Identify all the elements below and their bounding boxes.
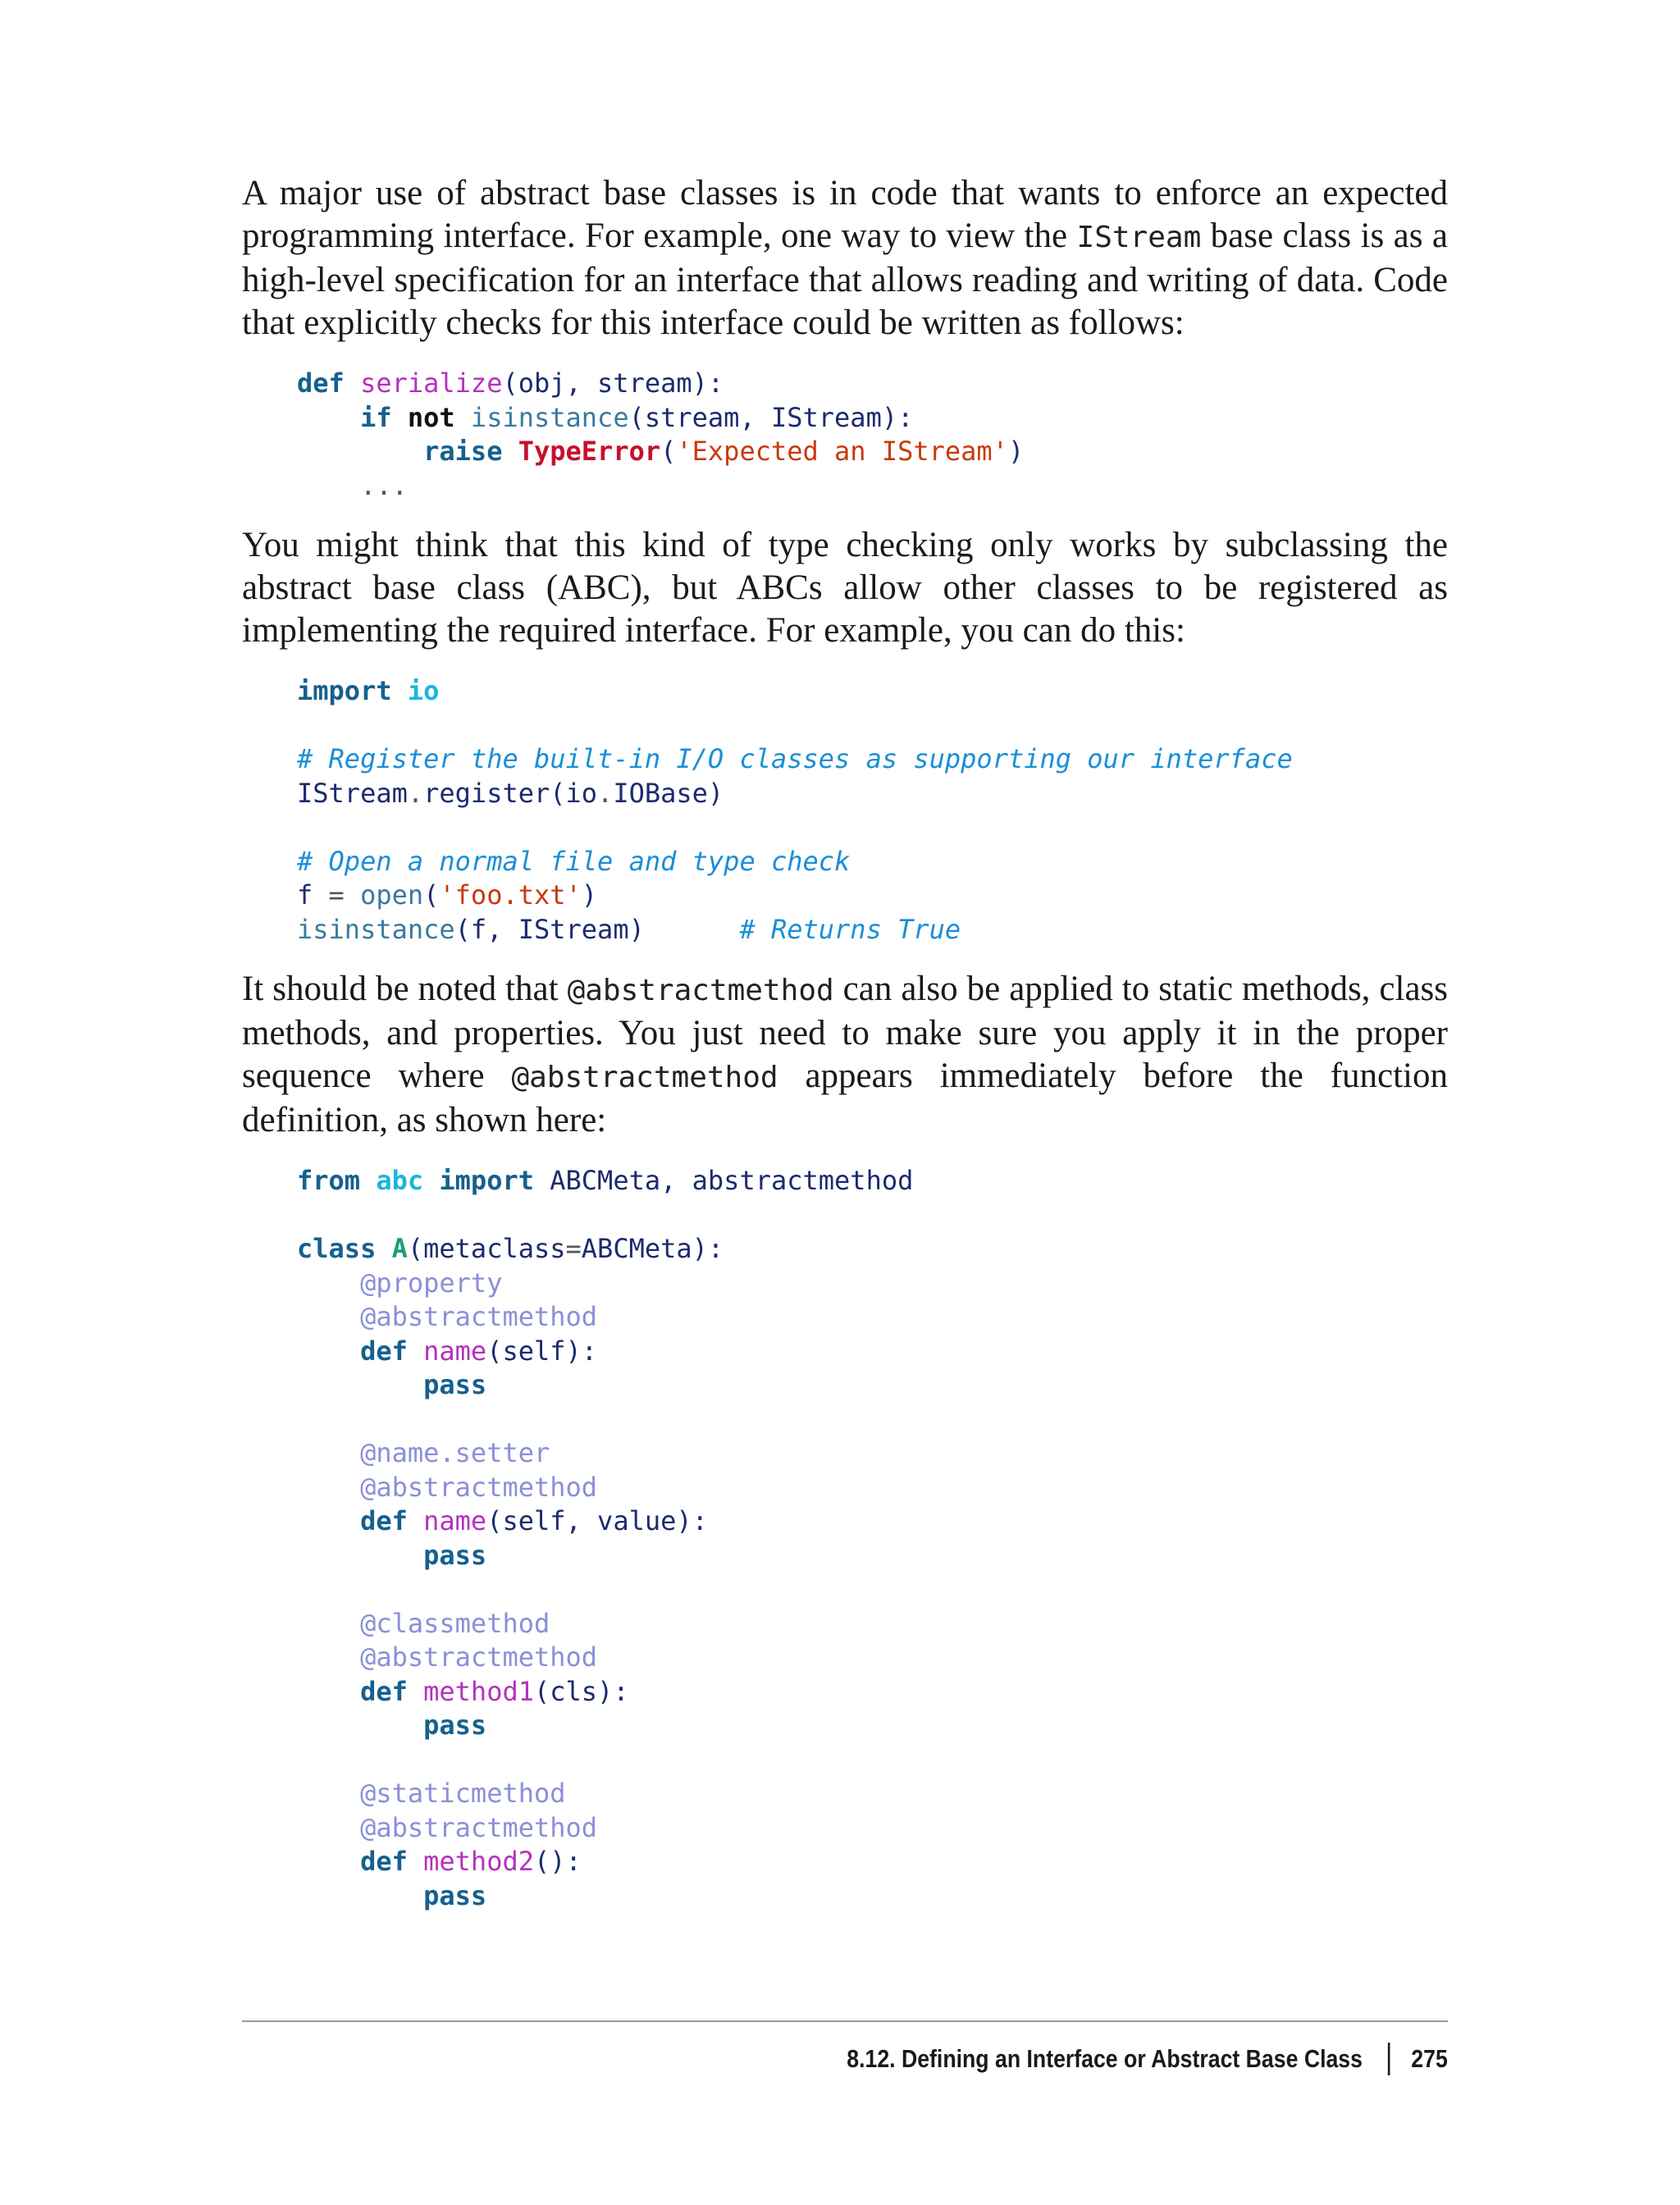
code-line: def method1(cls): <box>360 1675 629 1707</box>
page-content <box>242 172 1448 1913</box>
code-line: def name(self): <box>360 1335 598 1367</box>
code-decorator: @abstractmethod <box>360 1811 598 1843</box>
code-block-abc-class <box>242 1164 1448 1913</box>
code-decorator: @abstractmethod <box>360 1641 598 1673</box>
code-comment: # Register the built-in I/O classes as supporting our interface <box>297 743 1293 774</box>
code-line: isinstance(f, IStream) # Returns True <box>297 913 961 945</box>
footer-section-title: 8.12. Defining an Interface or Abstract Base Class <box>847 2044 1363 2073</box>
code-decorator: @classmethod <box>360 1607 550 1639</box>
footer-separator <box>1388 2043 1390 2075</box>
code-block-register <box>242 674 1448 947</box>
code-line: IStream.register(io.IOBase) <box>297 777 724 809</box>
code-line: f = open('foo.txt') <box>297 879 598 911</box>
code-line: pass <box>423 1879 487 1911</box>
paragraph-abc-register: You might think that this kind of type checking only works by subclassing the abstract base class (ABC), but ABCs allow other classes to be registered as implementing the required interface. For example, you can do this: <box>242 526 1448 650</box>
code-line: from abc import ABCMeta, abstractmethod <box>297 1165 914 1196</box>
page-footer <box>847 2043 1448 2075</box>
code-line: raise TypeError('Expected an IStream') <box>423 436 1025 467</box>
code-line: pass <box>423 1710 487 1741</box>
code-decorator: @abstractmethod <box>360 1301 598 1332</box>
code-decorator: @abstractmethod <box>360 1471 598 1503</box>
inline-code-abstractmethod: @abstractmethod <box>511 1061 778 1094</box>
code-line: def name(self, value): <box>360 1505 708 1536</box>
code-line: ... <box>360 469 408 501</box>
code-line: def method2(): <box>360 1846 582 1877</box>
footer-divider <box>242 2020 1448 2022</box>
page-number: 275 <box>1411 2044 1448 2073</box>
code-line: pass <box>423 1369 487 1400</box>
inline-code-abstractmethod: @abstractmethod <box>567 974 834 1007</box>
code-block-serialize <box>242 367 1448 503</box>
inline-code-istream: IStream <box>1076 221 1202 254</box>
code-line: pass <box>423 1539 487 1571</box>
code-line: import io <box>297 675 440 706</box>
code-comment: # Open a normal file and type check <box>297 845 851 877</box>
paragraph-abc-intro: A major use of abstract base classes is in code that wants to enforce an expected programming interface. For example, one way to view the IStream base class is as a high-level specification for an interface that allows reading and writing of data. Code that explicitly checks for this interface could be written as follows: <box>242 174 1448 342</box>
code-line: class A(metaclass=ABCMeta): <box>297 1233 724 1264</box>
code-line: if not isinstance(stream, IStream): <box>360 401 914 433</box>
code-decorator: @name.setter <box>360 1437 550 1468</box>
paragraph-abstractmethod-usage: It should be noted that @abstractmethod can also be applied to static methods, class methods, and properties. You just need to make sure you apply it in the proper sequence where @abstractmethod appears immediately before the function definition, as shown here: <box>242 970 1449 1139</box>
code-decorator: @property <box>360 1267 503 1299</box>
code-line: def serialize(obj, stream): <box>297 368 724 399</box>
code-decorator: @staticmethod <box>360 1778 566 1809</box>
